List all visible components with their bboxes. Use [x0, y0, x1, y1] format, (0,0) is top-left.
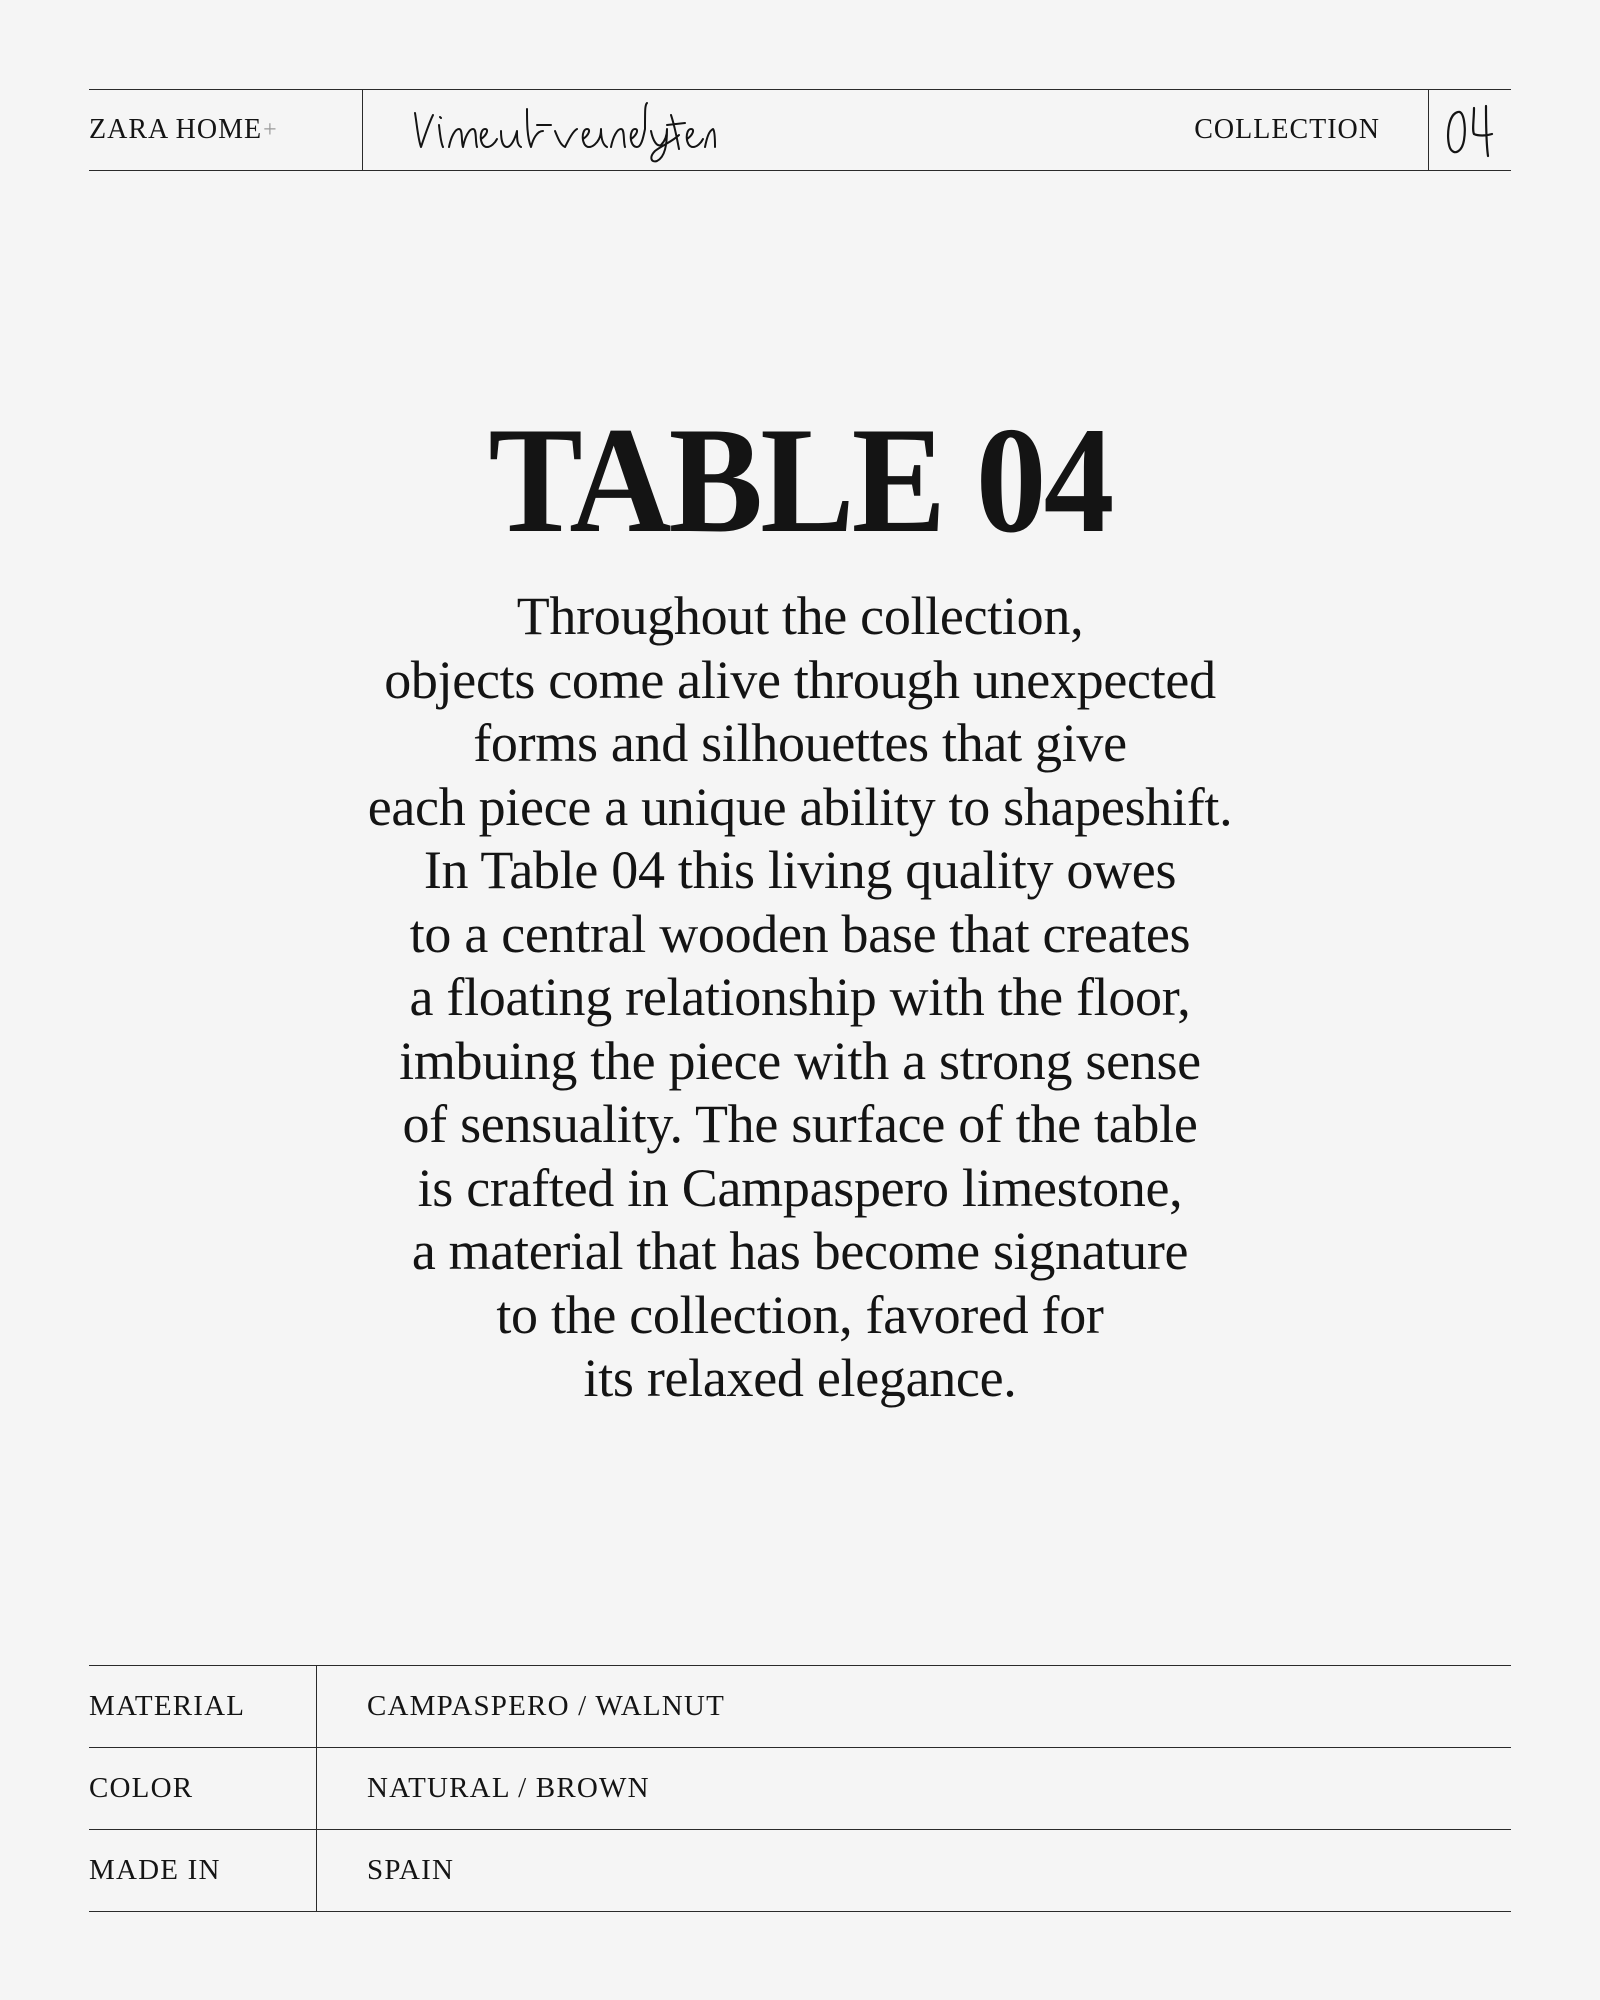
description-line: to a central wooden base that creates [409, 903, 1191, 964]
description-line: of sensuality. The surface of the table [402, 1094, 1198, 1154]
description-line: is crafted in Campaspero limestone, [417, 1157, 1183, 1218]
description-line: Throughout the collection, [516, 586, 1084, 646]
signature-icon [409, 95, 719, 165]
description-line: its relaxed elegance. [583, 1348, 1017, 1408]
spec-row-made-in [89, 1830, 1511, 1912]
page-number [1429, 90, 1511, 170]
description-line: In Table 04 this living quality owes [423, 840, 1177, 900]
collection-label: COLLECTION [1139, 90, 1429, 170]
description-line: a floating relationship with the floor, [409, 967, 1191, 1027]
spec-value: SPAIN [367, 1854, 455, 1886]
spec-label: MATERIAL [89, 1666, 317, 1747]
brand-plus: + [263, 116, 278, 143]
spec-label: MADE IN [89, 1830, 317, 1911]
page-number-04-icon [1440, 98, 1500, 162]
spec-row-color [89, 1748, 1511, 1830]
description-line: imbuing the piece with a strong sense [399, 1030, 1201, 1091]
brand-name: ZARA HOME [89, 114, 263, 145]
description-line: to the collection, favored for [496, 1284, 1104, 1345]
header-bar [89, 89, 1511, 171]
brand-logo[interactable] [89, 90, 363, 170]
spec-value: NATURAL / BROWN [367, 1772, 650, 1804]
designer-signature [363, 90, 923, 170]
description-line: each piece a unique ability to shapeshift. [367, 776, 1233, 837]
description-line: objects come alive through unexpected [384, 649, 1216, 710]
spec-value: CAMPASPERO / WALNUT [367, 1690, 725, 1722]
description-line: forms and silhouettes that give [473, 713, 1127, 773]
spec-label: COLOR [89, 1748, 317, 1829]
product-description [160, 585, 1440, 1411]
description-line: a material that has become signature [411, 1221, 1189, 1281]
spec-table [89, 1665, 1511, 1912]
page-title: TABLE 04 [488, 396, 1112, 564]
spec-row-material [89, 1666, 1511, 1748]
